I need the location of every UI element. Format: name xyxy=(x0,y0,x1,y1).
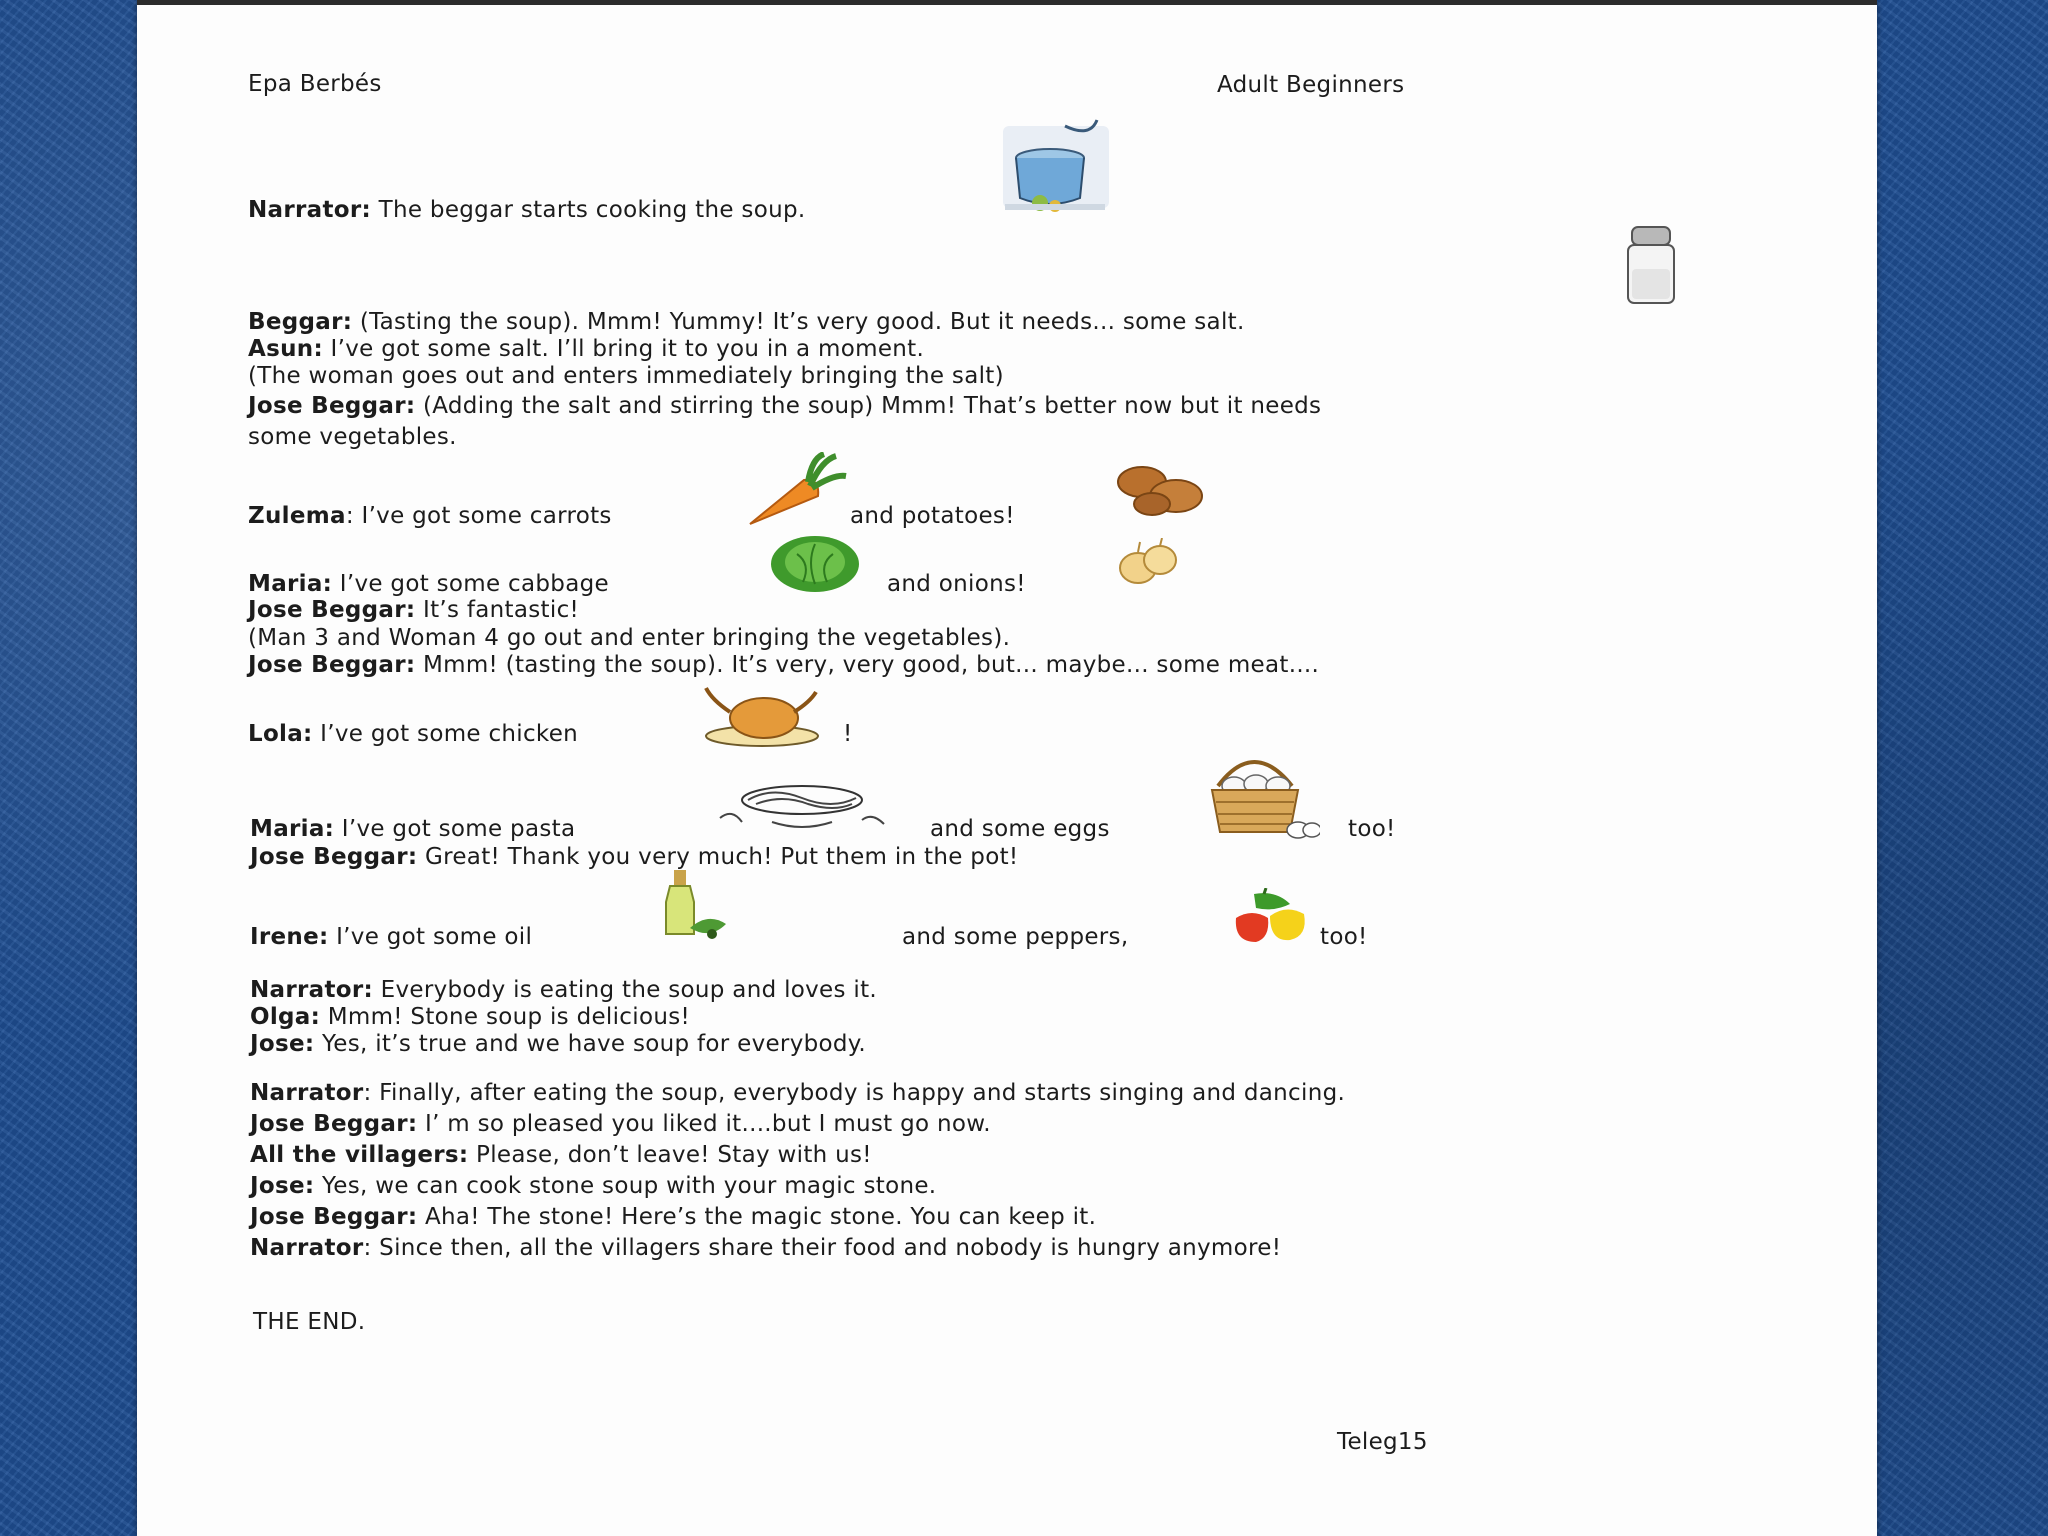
line-text: Mmm! (tasting the soup). It’s very, very good, but... maybe... some meat.... xyxy=(415,652,1320,678)
line-text: and potatoes! xyxy=(850,503,1015,529)
the-end xyxy=(253,1308,365,1336)
document-page xyxy=(137,0,1877,1536)
dialogue-line xyxy=(248,308,1245,336)
dialogue-line xyxy=(250,976,877,1004)
line-text: : I’ve got some carrots xyxy=(345,503,612,529)
speaker-name: Irene: xyxy=(250,924,329,950)
dialogue-line xyxy=(248,720,578,748)
speaker-name: Jose Beggar: xyxy=(248,652,416,678)
speaker-name: Maria: xyxy=(248,571,333,597)
speaker-name: Olga: xyxy=(250,1004,321,1030)
line-text: and onions! xyxy=(887,571,1026,597)
dialogue-line xyxy=(248,651,1319,679)
line-text: (The woman goes out and enters immediately bringing the salt) xyxy=(248,363,1004,389)
line-text: : Since then, all the villagers share their food and nobody is hungry anymore! xyxy=(363,1235,1282,1261)
dialogue-line xyxy=(250,815,575,843)
carrot-icon xyxy=(742,452,852,532)
dialogue-line xyxy=(250,1079,1345,1107)
stage-direction xyxy=(248,624,1010,652)
dialogue-line-continued xyxy=(930,815,1110,843)
line-text: too! xyxy=(1320,924,1368,950)
speaker-name: Jose Beggar: xyxy=(250,1204,418,1230)
line-text: The beggar starts cooking the soup. xyxy=(371,197,806,223)
cabbage-icon xyxy=(767,530,863,596)
pasta-icon xyxy=(712,778,892,838)
dialogue-line-continued xyxy=(843,720,853,748)
dialogue-line-continued xyxy=(850,502,1015,530)
peppers-icon xyxy=(1230,888,1312,946)
page-footer: Teleg15 xyxy=(1337,1429,1428,1455)
line-text: : Finally, after eating the soup, everybody is happy and starts singing and dancing. xyxy=(363,1080,1346,1106)
speaker-name: Narrator: xyxy=(248,197,372,223)
line-text: Yes, it’s true and we have soup for everybody. xyxy=(314,1031,867,1057)
dialogue-line-continued xyxy=(1348,815,1396,843)
dialogue-line xyxy=(250,1030,866,1058)
speaker-name: Zulema xyxy=(248,503,346,529)
soup-pot-icon xyxy=(995,118,1115,218)
speaker-name: Jose Beggar: xyxy=(248,597,416,623)
oil-bottle-icon xyxy=(652,868,732,946)
line-text: too! xyxy=(1348,816,1396,842)
roast-chicken-icon xyxy=(702,682,822,748)
line-text: It’s fantastic! xyxy=(415,597,580,623)
header-level: Adult Beginners xyxy=(1217,72,1405,98)
dialogue-line xyxy=(248,596,579,624)
speaker-name: Narrator xyxy=(250,1235,364,1261)
line-text: Everybody is eating the soup and loves it. xyxy=(373,977,878,1003)
dialogue-line xyxy=(250,1110,991,1138)
line-text: I’ve got some chicken xyxy=(312,721,579,747)
line-text: I’ve got some pasta xyxy=(334,816,576,842)
line-text: Please, don’t leave! Stay with us! xyxy=(468,1142,872,1168)
speaker-name: Jose Beggar: xyxy=(248,393,416,419)
line-text: Great! Thank you very much! Put them in the pot! xyxy=(417,844,1019,870)
line-text: I’ve got some cabbage xyxy=(332,571,609,597)
speaker-name: Jose Beggar: xyxy=(250,844,418,870)
salt-shaker-icon xyxy=(1620,225,1682,311)
speaker-name: Narrator: xyxy=(250,977,374,1003)
speaker-name: Asun: xyxy=(248,336,323,362)
potatoes-icon xyxy=(1112,460,1212,520)
speaker-name: Jose: xyxy=(250,1173,315,1199)
dialogue-line-continued xyxy=(887,570,1026,598)
line-text: THE END. xyxy=(253,1309,366,1335)
dialogue-line xyxy=(250,1003,690,1031)
dialogue-line xyxy=(248,392,1321,420)
speaker-name: Beggar: xyxy=(248,309,353,335)
line-text: (Adding the salt and stirring the soup) Mmm! That’s better now but it needs xyxy=(415,393,1322,419)
line-text: and some eggs xyxy=(930,816,1110,842)
line-text: I’ve got some oil xyxy=(328,924,533,950)
dialogue-line xyxy=(248,502,612,530)
speaker-name: Lola: xyxy=(248,721,313,747)
speaker-name: Jose: xyxy=(250,1031,315,1057)
line-text: Aha! The stone! Here’s the magic stone. You can keep it. xyxy=(417,1204,1097,1230)
line-text: I’ve got some salt. I’ll bring it to you in a moment. xyxy=(322,336,925,362)
stage-direction xyxy=(248,362,1004,390)
dialogue-line-continued xyxy=(902,923,1128,951)
dialogue-line xyxy=(250,1203,1096,1231)
line-text: (Man 3 and Woman 4 go out and enter bringing the vegetables). xyxy=(248,625,1011,651)
speaker-name: Maria: xyxy=(250,816,335,842)
line-text: and some peppers, xyxy=(902,924,1129,950)
dialogue-line xyxy=(250,1172,936,1200)
dialogue-line-continued xyxy=(248,423,457,451)
speaker-name: Jose Beggar: xyxy=(250,1111,418,1137)
line-text: Mmm! Stone soup is delicious! xyxy=(320,1004,690,1030)
line-text: (Tasting the soup). Mmm! Yummy! It’s very good. But it needs... some salt. xyxy=(352,309,1245,335)
onions-icon xyxy=(1112,538,1182,588)
dialogue-line xyxy=(250,843,1018,871)
dialogue-line-continued xyxy=(1320,923,1368,951)
line-text: I’ m so pleased you liked it....but I must go now. xyxy=(417,1111,991,1137)
speaker-name: Narrator xyxy=(250,1080,364,1106)
dialogue-line xyxy=(250,1141,872,1169)
page-top-edge xyxy=(137,0,1877,5)
dialogue-line xyxy=(248,196,805,224)
line-text: Yes, we can cook stone soup with your magic stone. xyxy=(314,1173,937,1199)
dialogue-line xyxy=(250,1234,1281,1262)
dialogue-line xyxy=(250,923,532,951)
header-author: Epa Berbés xyxy=(248,71,382,97)
egg-basket-icon xyxy=(1200,746,1320,842)
line-text: ! xyxy=(843,721,853,747)
dialogue-line xyxy=(248,570,609,598)
line-text: some vegetables. xyxy=(248,424,457,450)
dialogue-line xyxy=(248,335,924,363)
speaker-name: All the villagers: xyxy=(250,1142,469,1168)
